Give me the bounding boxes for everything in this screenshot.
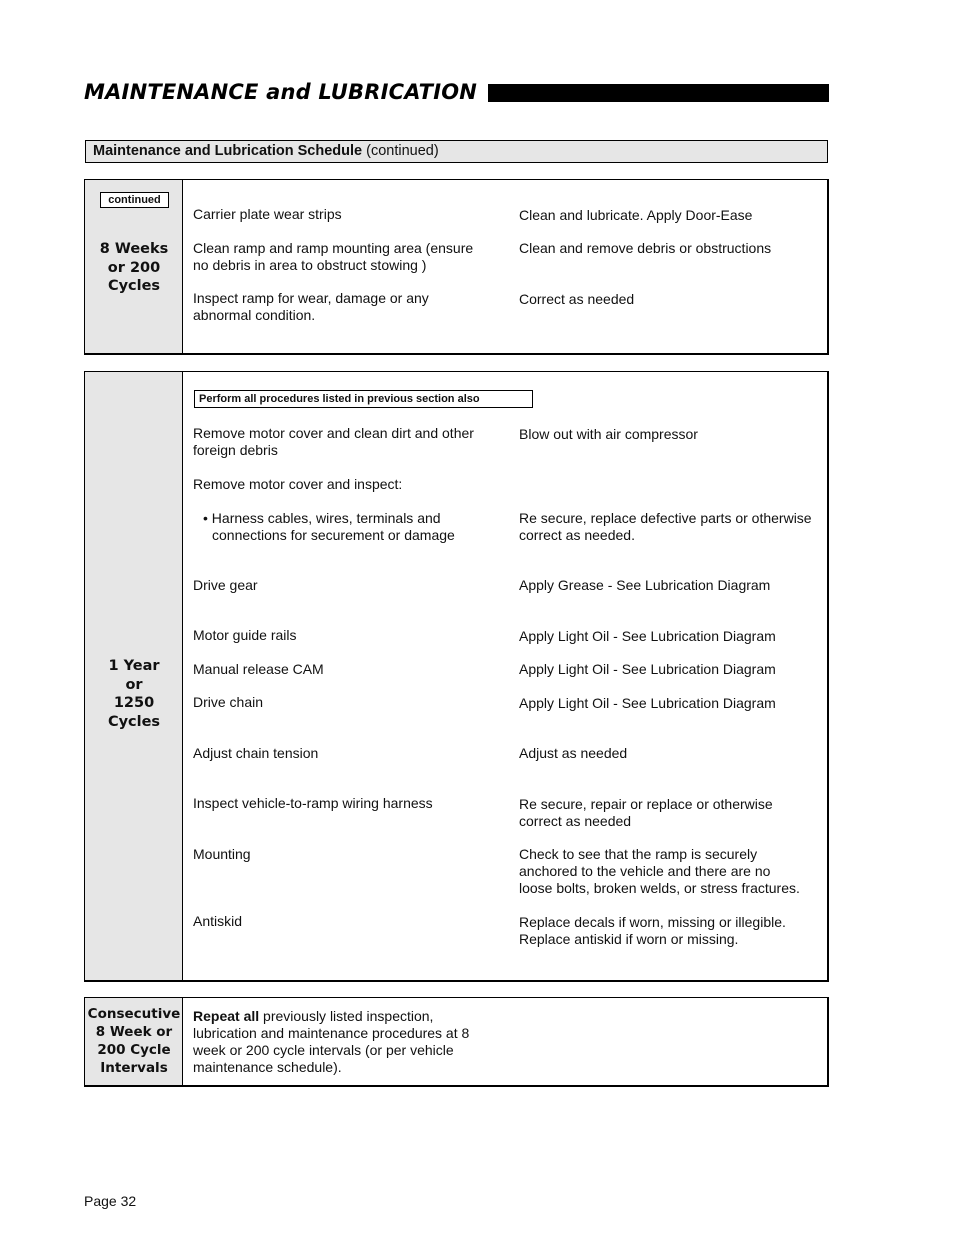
action-text: Apply Light Oil - See Lubrication Diagram (519, 661, 776, 677)
interval-label: 1 Year or 1250 Cycles (107, 658, 161, 730)
action-text: Clean and remove debris or obstructions (519, 240, 772, 256)
action-text: Correct as needed (519, 291, 635, 307)
action-text: Re secure, repair or replace or otherwise correct as needed (519, 796, 773, 829)
item-text: Adjust chain tension (193, 745, 319, 761)
repeat-note: Repeat all previously listed inspection, lubrication and maintenance procedures at 8 week or 200 cycle intervals (or per vehicle maintenance schedule). (193, 1008, 470, 1075)
interval-label: 8 Weeks or 200 Cycles (99, 241, 169, 294)
item-text: Inspect ramp for wear, damage or any abnormal condition. (193, 290, 429, 323)
item-text: Antiskid (193, 913, 243, 929)
previous-section-tag: Perform all procedures listed in previous section also (194, 390, 533, 408)
item-text: Mounting (193, 846, 251, 862)
action-text: Apply Light Oil - See Lubrication Diagram (519, 695, 776, 711)
continued-tag: continued (100, 192, 169, 208)
schedule-header (85, 140, 828, 163)
action-text: Blow out with air compressor (519, 426, 698, 442)
interval-label: Consecutive 8 Week or 200 Cycle Intervals (87, 1006, 181, 1076)
item-text: Manual release CAM (193, 661, 324, 677)
item-text: Drive chain (193, 694, 264, 710)
item-text: Drive gear (193, 577, 258, 593)
item-text: Motor guide rails (193, 627, 297, 643)
item-text: Carrier plate wear strips (193, 206, 342, 222)
schedule-block-8-weeks (84, 179, 829, 355)
schedule-header-suffix: (continued) (366, 143, 439, 159)
schedule-block-1-year (84, 371, 829, 982)
schedule-header-title: Maintenance and Lubrication Schedule (93, 143, 363, 159)
action-text: Apply Light Oil - See Lubrication Diagram (519, 628, 776, 644)
action-text: Adjust as needed (519, 745, 628, 761)
item-text: • Harness cables, wires, terminals and connections for securement or damage (203, 510, 455, 543)
item-text: Clean ramp and ramp mounting area (ensure no debris in area to obstruct stowing ) (193, 240, 474, 273)
schedule-block-consecutive (84, 997, 829, 1087)
title-rule (488, 84, 829, 102)
item-text: Remove motor cover and clean dirt and other foreign debris (193, 425, 474, 458)
action-text: Replace decals if worn, missing or illegible. Replace antiskid if worn or missing. (519, 914, 786, 947)
page-title: MAINTENANCE and LUBRICATION (84, 80, 478, 104)
item-text: Inspect vehicle-to-ramp wiring harness (193, 795, 433, 811)
action-text: Check to see that the ramp is securely anchored to the vehicle and there are no loose bolts, broken welds, or stress fractures. (519, 846, 800, 896)
action-text: Re secure, replace defective parts or otherwise correct as needed. (519, 510, 812, 543)
page-number: Page 32 (84, 1193, 137, 1209)
action-text: Clean and lubricate. Apply Door-Ease (519, 207, 753, 223)
item-text: Remove motor cover and inspect: (193, 476, 403, 492)
action-text: Apply Grease - See Lubrication Diagram (519, 577, 771, 593)
